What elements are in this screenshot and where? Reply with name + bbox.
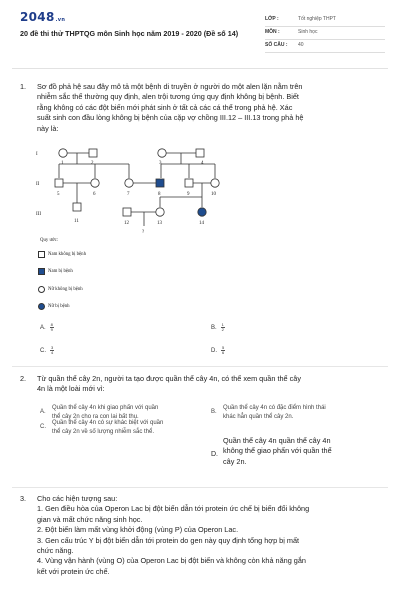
option-c[interactable] <box>40 346 54 355</box>
individual-label: 8 <box>158 192 161 197</box>
option-line: Quần thể cây 4n có đặc điểm hình thái <box>223 405 326 411</box>
meta-value: 40 <box>298 42 304 48</box>
document-title: 20 đề thi thử THPTQG môn Sinh học năm 2019 - 2020 (Đề số 14) <box>20 29 239 38</box>
question-line: 2. Đột biến làm mất vùng khởi động (vùng P) của Operon Lac. <box>37 525 239 535</box>
legend-label: Nam không bị bệnh <box>48 252 86 257</box>
option-letter: B. <box>211 325 217 331</box>
question-text <box>37 374 384 395</box>
page-header <box>12 10 388 62</box>
numerator: 1 <box>221 322 224 327</box>
option-letter: C. <box>40 348 46 354</box>
filled-square-icon <box>38 268 45 275</box>
option-letter: C. <box>40 424 46 430</box>
filled-circle-icon <box>38 303 45 310</box>
option-line: thể cây 2n cho ra con lai bất thụ. <box>52 413 139 420</box>
fraction <box>221 323 225 332</box>
individual-label: 3 <box>159 161 162 166</box>
individual-label: 14 <box>199 221 204 226</box>
meta-key: SỐ CÂU : <box>265 42 288 48</box>
option-line: Quần thể cây 4n quần thể cây 4n <box>223 436 331 445</box>
option-letter: A. <box>40 409 46 415</box>
question-line: Từ quần thể cây 2n, người ta tạo được quần thể cây 4n, có thể xem quần thể cây <box>37 374 301 383</box>
question-text <box>37 494 384 577</box>
female-unaffected <box>211 179 219 187</box>
option-letter: B. <box>211 409 217 415</box>
logo-suffix: .vn <box>55 17 66 23</box>
question-line: kết với protein ức chế. <box>37 566 110 576</box>
legend-label: Nữ bị bệnh <box>48 304 70 309</box>
option-line: thể cây 2n về số lượng nhiễm sắc thể. <box>52 428 155 435</box>
option-d[interactable] <box>211 346 225 355</box>
option-a[interactable] <box>40 323 54 332</box>
denominator: 6 <box>222 350 225 355</box>
question-line: 4. Vùng vận hành (vùng O) của Operon Lac bị đột biến và không còn khả năng gắn <box>37 556 306 566</box>
question-divider <box>12 487 388 488</box>
male-unaffected <box>123 208 131 216</box>
individual-label: 12 <box>124 221 129 226</box>
option-line: không thể giao phấn với quần thể <box>223 446 332 456</box>
question-line: 1. Gen điều hòa của Operon Lac bị đột biến dẫn tới protein ức chế bị biến đổi không <box>37 504 310 514</box>
question-line: 4n là một loài mới vì: <box>37 384 105 394</box>
option-line: Quần thể cây 4n có sự khác biệt với quần <box>52 420 164 426</box>
legend-label: Nam bị bệnh <box>48 269 73 274</box>
meta-row-class <box>265 14 385 27</box>
male-affected <box>156 179 164 187</box>
option-text <box>223 404 378 421</box>
female-unaffected <box>125 179 133 187</box>
individual-label: 4 <box>201 161 204 166</box>
question-divider <box>12 366 388 367</box>
individual-label: 5 <box>57 192 60 197</box>
option-text <box>52 419 207 436</box>
option-line: cây 2n. <box>223 456 247 466</box>
site-logo[interactable] <box>20 10 65 24</box>
generation-label: I <box>36 152 38 157</box>
meta-key: LỚP : <box>265 16 279 22</box>
female-unaffected <box>91 179 99 187</box>
male-unaffected <box>89 149 97 157</box>
meta-row-subject <box>265 27 385 40</box>
legend-label: Nữ không bị bệnh <box>48 287 83 292</box>
logo-text: 2048 <box>20 10 55 24</box>
generation-label: II <box>36 182 40 187</box>
option-b[interactable] <box>211 323 225 332</box>
option-text <box>223 436 378 467</box>
fraction <box>50 323 54 332</box>
meta-value: Tốt nghiệp THPT <box>298 16 336 22</box>
male-unaffected <box>73 203 81 211</box>
meta-key: MÔN : <box>265 29 280 35</box>
meta-table <box>265 14 385 53</box>
denominator: 9 <box>50 327 53 332</box>
question-line: nhiễm sắc thể thường quy định, alen trội tương ứng quy định không bị bệnh. Biết <box>37 92 299 102</box>
unknown-child-label: ? <box>142 230 145 235</box>
question-line: rằng không có các đột biến mới phát sinh ở tất cả các cá thể trong phả hệ. Xác <box>37 102 293 112</box>
female-unaffected <box>158 149 166 157</box>
numerator: 3 <box>51 345 54 350</box>
question-number: 1. <box>20 82 27 91</box>
fraction <box>221 346 225 355</box>
generation-label: III <box>36 212 41 217</box>
individual-label: 11 <box>74 219 79 224</box>
male-unaffected <box>185 179 193 187</box>
meta-row-count <box>265 40 385 53</box>
female-unaffected <box>156 208 164 216</box>
option-letter: D. <box>211 348 217 354</box>
denominator: 4 <box>51 350 54 355</box>
option-letter: A. <box>40 325 46 331</box>
individual-label: 2 <box>91 161 94 166</box>
male-unaffected <box>55 179 63 187</box>
option-letter: D. <box>211 451 218 458</box>
individual-label: 10 <box>211 192 216 197</box>
question-line: gian và mất chức năng sinh học. <box>37 514 143 524</box>
numerator: 8 <box>50 322 53 327</box>
individual-label: 9 <box>187 192 190 197</box>
meta-value: Sinh học <box>298 29 318 35</box>
numerator: 5 <box>222 345 225 350</box>
question-line: này là: <box>37 123 59 133</box>
female-affected <box>198 208 206 216</box>
pedigree-diagram <box>36 147 246 237</box>
individual-label: 1 <box>61 161 64 166</box>
individual-label: 7 <box>127 192 130 197</box>
question-line: suất sinh con đầu lòng không bị bệnh của cặp vợ chồng III.12 – III.13 trong phả hệ <box>37 113 304 123</box>
square-icon <box>38 251 45 258</box>
header-divider <box>12 68 388 69</box>
option-line: khác hẳn quần thể cây 2n. <box>223 413 294 420</box>
individual-label: 6 <box>93 192 96 197</box>
option-line: Quần thể cây 4n khi giao phấn với quần <box>52 405 159 411</box>
question-line: Cho các hiện tượng sau: <box>37 494 118 503</box>
female-unaffected <box>59 149 67 157</box>
question-number: 3. <box>20 494 27 503</box>
legend-title: Quy ước: <box>40 238 59 243</box>
circle-icon <box>38 286 45 293</box>
question-number: 2. <box>20 374 27 383</box>
question-line: 3. Gen cấu trúc Y bị đột biến dẫn tới protein do gen này quy định tổng hợp bị mất <box>37 535 300 545</box>
male-unaffected <box>196 149 204 157</box>
question-line: Sơ đồ phả hệ sau đây mô tả một bệnh di truyền ở người do một alen lặn nằm trên <box>37 82 303 91</box>
individual-label: 13 <box>157 221 162 226</box>
fraction <box>50 346 54 355</box>
question-line: chức năng. <box>37 546 74 556</box>
question-text <box>37 82 384 134</box>
denominator: 2 <box>221 327 224 332</box>
